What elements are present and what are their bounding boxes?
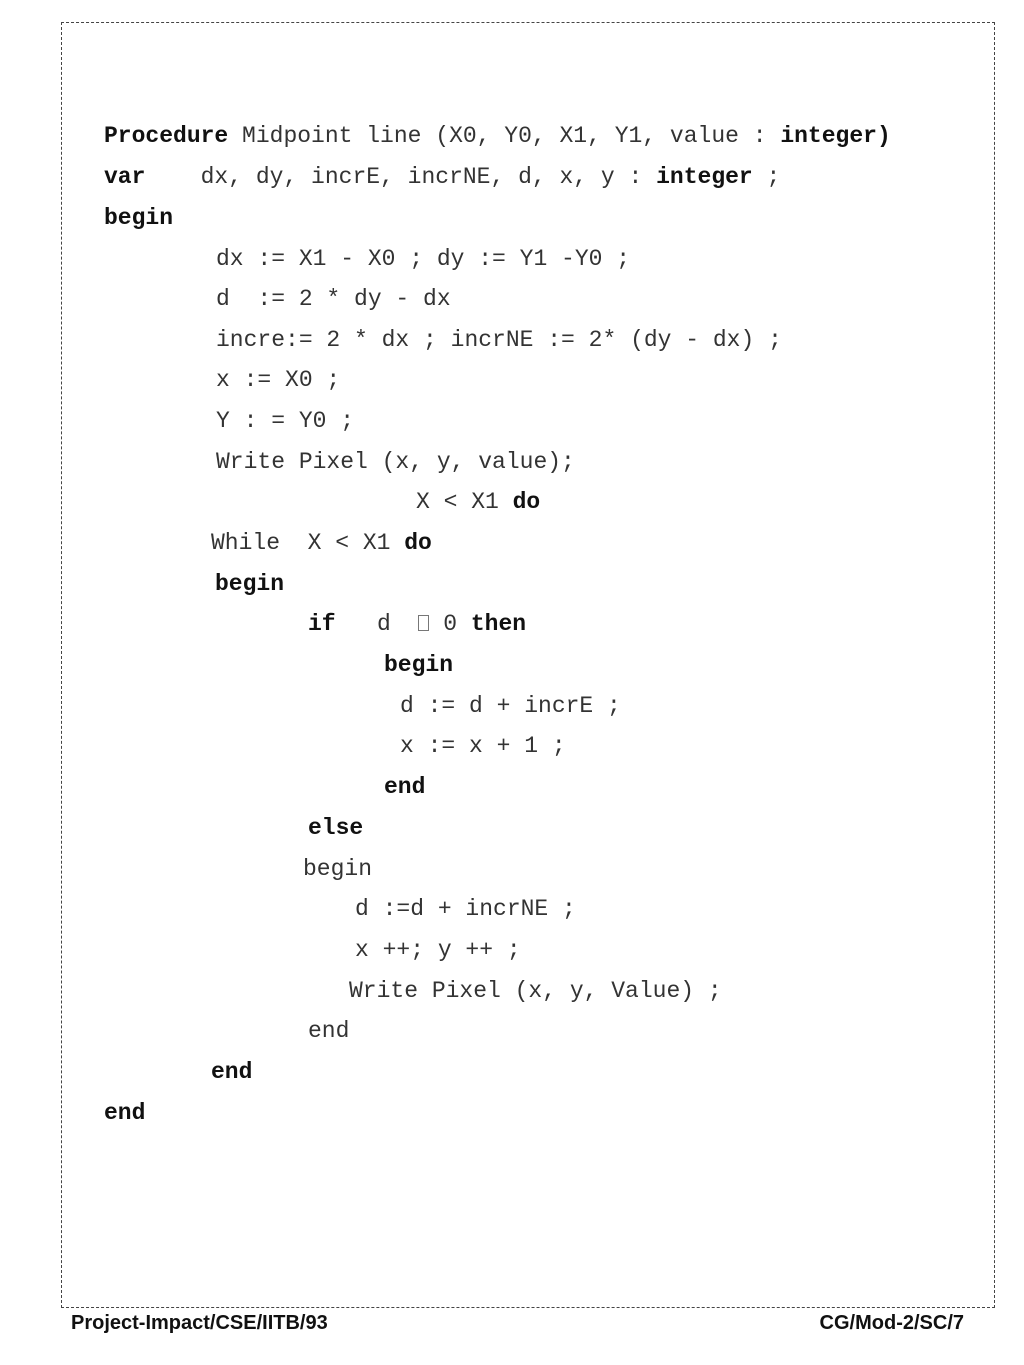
code-keyword: do: [404, 530, 432, 556]
code-text: begin: [303, 856, 373, 882]
code-keyword: end: [384, 774, 426, 800]
code-line: [308, 610, 526, 638]
code-line: [104, 204, 173, 232]
code-text: d := 2 * dy - dx: [216, 286, 451, 312]
code-line: [416, 488, 540, 516]
code-text: Y : = Y0 ;: [216, 408, 355, 434]
code-line: [349, 977, 722, 1005]
code-line: [400, 732, 566, 760]
code-line: [104, 1099, 145, 1127]
code-text: x ++; y ++ ;: [355, 937, 521, 963]
code-line: [104, 122, 891, 150]
code-line: [216, 366, 340, 394]
code-text: 0: [429, 611, 471, 637]
code-line: [216, 326, 782, 354]
code-text: ;: [752, 164, 781, 190]
code-text: d: [335, 611, 419, 637]
code-text: d := d + incrE ;: [400, 693, 621, 719]
code-line: [216, 285, 451, 313]
code-text: dx := X1 - X0 ; dy := Y1 -Y0 ;: [216, 246, 631, 272]
code-keyword: begin: [104, 205, 174, 231]
code-keyword: else: [308, 815, 364, 841]
code-line: [384, 773, 425, 801]
code-text: X < X1: [416, 489, 513, 515]
code-text: end: [308, 1018, 350, 1044]
code-line: [216, 407, 354, 435]
code-text: dx, dy, incrE, incrNE, d, x, y :: [145, 164, 657, 190]
code-line: [211, 1058, 252, 1086]
code-keyword: then: [470, 611, 527, 637]
code-keyword: if: [308, 611, 336, 637]
code-text: Write Pixel (x, y, value);: [216, 449, 575, 475]
code-line: [216, 245, 630, 273]
code-line: [211, 529, 432, 557]
code-keyword: end: [104, 1100, 146, 1126]
code-line: [215, 570, 284, 598]
code-text: Midpoint line (X0, Y0, X1, Y1, value :: [228, 123, 781, 149]
code-line: [400, 692, 621, 720]
code-text: Write Pixel (x, y, Value) ;: [349, 978, 722, 1004]
code-keyword: begin: [215, 571, 285, 597]
footer-left: Project-Impact/CSE/IITB/93: [71, 1312, 328, 1334]
code-keyword: begin: [384, 652, 454, 678]
code-line: [384, 651, 453, 679]
code-line: [308, 1017, 349, 1045]
code-text: d :=d + incrNE ;: [355, 896, 576, 922]
code-keyword: integer): [780, 123, 891, 149]
code-keyword: integer: [656, 164, 753, 190]
code-keyword: Procedure: [104, 123, 229, 149]
code-line: [104, 163, 780, 191]
code-text: x := X0 ;: [216, 367, 341, 393]
code-text: x := x + 1 ;: [400, 733, 566, 759]
code-line: [308, 814, 363, 842]
code-line: [355, 936, 521, 964]
code-keyword: do: [512, 489, 541, 515]
code-line: [216, 448, 575, 476]
code-line: [355, 895, 576, 923]
code-keyword: end: [211, 1059, 253, 1085]
code-text: incre:= 2 * dx ; incrNE := 2* (dy - dx) ;: [216, 327, 782, 353]
code-keyword: var: [104, 164, 146, 190]
code-text: While X < X1: [211, 530, 405, 556]
missing-glyph-icon: [418, 615, 429, 631]
footer-right: CG/Mod-2/SC/7: [819, 1312, 964, 1334]
code-line: [303, 855, 372, 883]
